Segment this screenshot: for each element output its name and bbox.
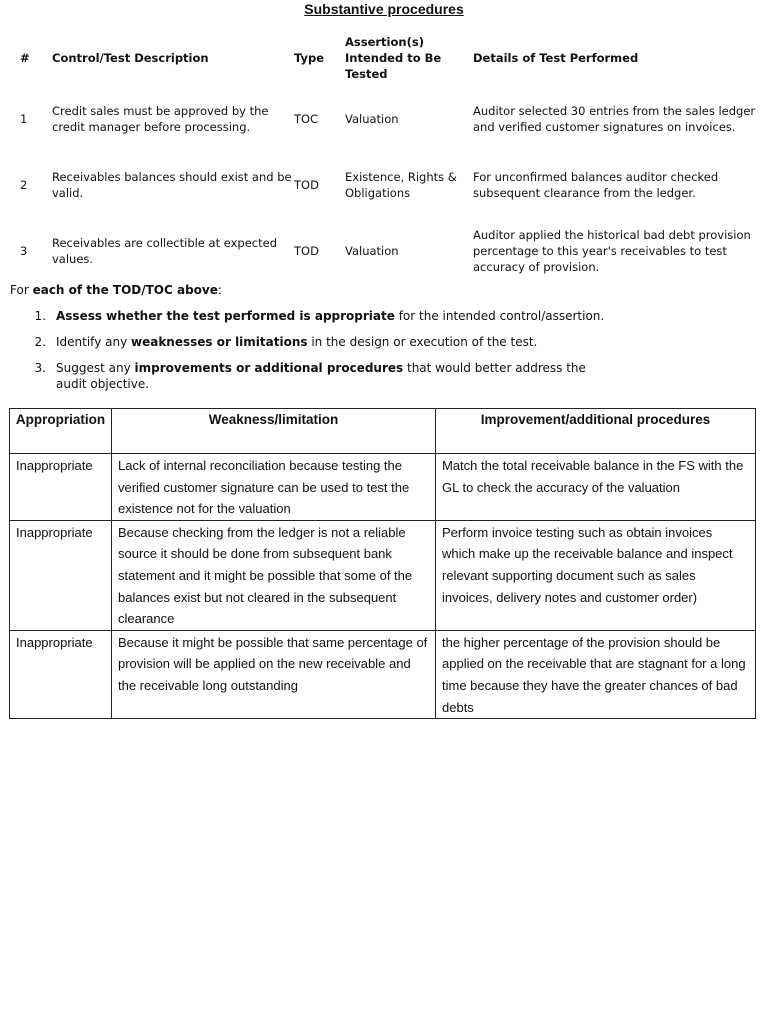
instructions (10, 282, 710, 402)
row-description: Receivables are collectible at expected values. (52, 236, 278, 266)
weakness-cell: Because it might be possible that same percentage of provision will be applied on the new receivable and the receivable long outstanding (112, 630, 436, 718)
answer-table (9, 408, 756, 719)
instruction-item (10, 308, 710, 324)
test-row-2 (8, 152, 758, 218)
appropriation-cell: Inappropriate (10, 630, 112, 718)
row-details: Auditor applied the historical bad debt provision percentage to this year's receivables to test accuracy of provision. (473, 228, 751, 274)
row-details: For unconfirmed balances auditor checked subsequent clearance from the ledger. (473, 170, 719, 200)
row-assertion: Valuation (345, 244, 399, 258)
header-details: Details of Test Performed (473, 51, 639, 65)
instruction-number: 3. (34, 361, 46, 375)
instruction-bold: weaknesses or limitations (131, 335, 308, 349)
answer-row (10, 630, 756, 718)
test-row-1 (8, 86, 758, 152)
instruction-pre: Suggest any (56, 361, 135, 375)
row-description: Receivables balances should exist and be valid. (52, 170, 292, 200)
test-table (8, 30, 758, 284)
weakness-cell: Lack of internal reconciliation because testing the verified customer signature can be used to test the existence not for the valuation (112, 454, 436, 521)
instruction-item (10, 334, 710, 350)
test-table-header (8, 30, 758, 86)
row-type: TOD (294, 244, 319, 258)
improvement-cell: Match the total receivable balance in the FS with the GL to check the accuracy of the valuation (436, 454, 756, 521)
instructions-list (10, 308, 710, 392)
instruction-post: for the intended control/assertion. (394, 309, 605, 323)
row-assertion: Existence, Rights & Obligations (345, 170, 457, 200)
test-row-3 (8, 218, 758, 284)
header-appropriation: Appropriation (10, 409, 112, 454)
instruction-item (10, 360, 710, 392)
instruction-number: 2. (34, 335, 46, 349)
answer-row (10, 454, 756, 521)
row-type: TOC (294, 112, 319, 126)
row-description: Credit sales must be approved by the credit manager before processing. (52, 104, 269, 134)
answer-row (10, 520, 756, 630)
instruction-post: in the design or execution of the test. (307, 335, 538, 349)
row-details: Auditor selected 30 entries from the sales ledger and verified customer signatures on invoices. (473, 104, 756, 134)
intro-pre: For (10, 283, 33, 297)
header-description: Control/Test Description (52, 51, 209, 65)
weakness-cell: Because checking from the ledger is not a reliable source it should be done from subsequent bank statement and it might be possible that some of the balances exist but not cleared in the subsequent clearance (112, 520, 436, 630)
header-weakness: Weakness/limitation (112, 409, 436, 454)
appropriation-cell: Inappropriate (10, 454, 112, 521)
improvement-cell: the higher percentage of the provision should be applied on the receivable that are stagnant for a long time because they have the greater chances of bad debts (436, 630, 756, 718)
row-num: 1 (20, 112, 28, 126)
header-num: # (20, 51, 30, 65)
appropriation-cell: Inappropriate (10, 520, 112, 630)
instructions-intro (10, 282, 710, 298)
row-num: 2 (20, 178, 28, 192)
row-assertion: Valuation (345, 112, 399, 126)
document-title: Substantive procedures (304, 1, 464, 17)
header-type: Type (294, 51, 325, 65)
instruction-bold: improvements or additional procedures (134, 361, 404, 375)
instruction-bold: Assess whether the test performed is appropriate (56, 309, 395, 323)
instruction-post: that would better address the audit objective. (56, 361, 586, 391)
intro-post: : (217, 283, 222, 297)
instruction-number: 1. (34, 309, 46, 323)
row-type: TOD (294, 178, 319, 192)
intro-bold: each of the TOD/TOC above (32, 283, 218, 297)
instruction-pre: Identify any (56, 335, 131, 349)
header-assertion: Assertion(s) Intended to Be Tested (345, 35, 442, 81)
improvement-cell: Perform invoice testing such as obtain invoices which make up the receivable balance and inspect relevant supporting document such as sales invoices, delivery notes and customer order) (436, 520, 756, 630)
row-num: 3 (20, 244, 28, 258)
answer-table-header (10, 409, 756, 454)
header-improvement: Improvement/additional procedures (436, 409, 756, 454)
